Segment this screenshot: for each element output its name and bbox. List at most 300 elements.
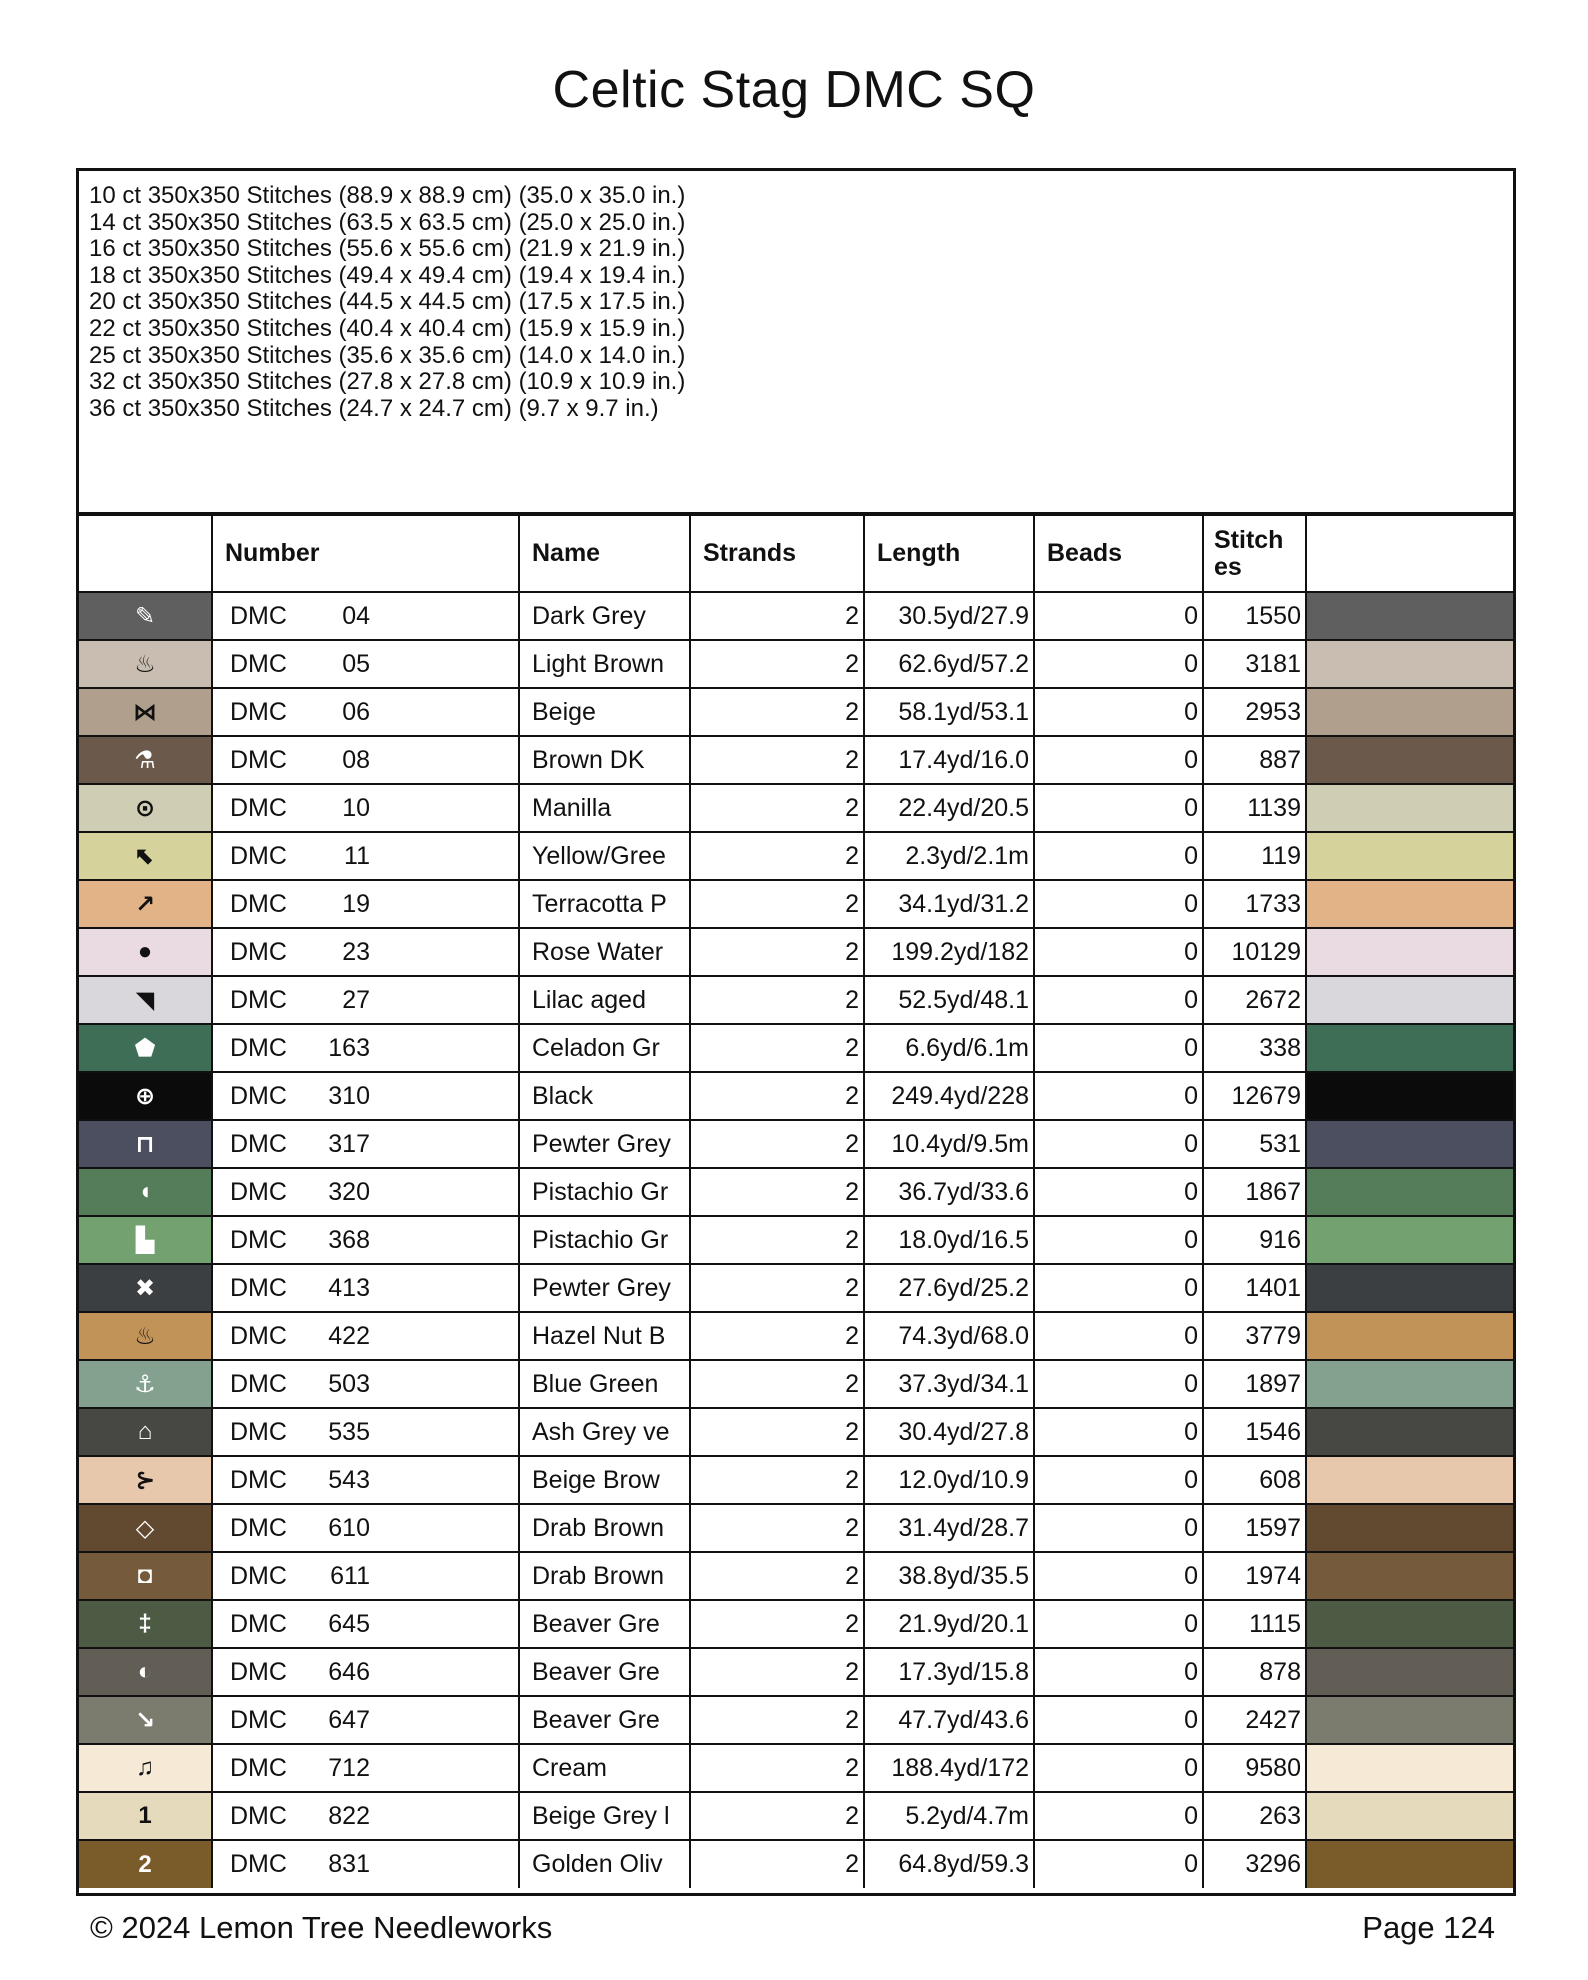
strands-cell: 2 <box>690 1072 864 1120</box>
beads-header: Beads <box>1034 516 1203 592</box>
thread-code: 05 <box>342 649 370 678</box>
length-cell: 2.3yd/2.1m <box>864 832 1034 880</box>
name-cell: Beaver Gre <box>519 1696 690 1744</box>
number-cell <box>212 1072 519 1120</box>
stitches-cell: 10129 <box>1203 928 1306 976</box>
thread-code: 04 <box>342 601 370 630</box>
thread-code: 646 <box>328 1657 370 1686</box>
symbol-cell <box>79 1360 212 1408</box>
number-cell <box>212 976 519 1024</box>
stitches-cell: 1867 <box>1203 1168 1306 1216</box>
strands-cell: 2 <box>690 1792 864 1840</box>
beads-cell: 0 <box>1034 1168 1203 1216</box>
symbol-cell <box>79 592 212 640</box>
thread-code: 610 <box>328 1513 370 1542</box>
thread-table <box>79 516 1513 1888</box>
length-cell: 27.6yd/25.2 <box>864 1264 1034 1312</box>
beads-cell: 0 <box>1034 976 1203 1024</box>
color-swatch <box>1306 736 1513 784</box>
table-row <box>79 1696 1513 1744</box>
length-header: Length <box>864 516 1034 592</box>
table-row <box>79 832 1513 880</box>
number-cell <box>212 1840 519 1888</box>
beads-cell: 0 <box>1034 928 1203 976</box>
beads-cell: 0 <box>1034 1744 1203 1792</box>
stitches-cell: 1115 <box>1203 1600 1306 1648</box>
strands-cell: 2 <box>690 1504 864 1552</box>
symbol-cell <box>79 1648 212 1696</box>
fabric-size-line: 14 ct 350x350 Stitches (63.5 x 63.5 cm) (25.0 x 25.0 in.) <box>89 208 686 236</box>
brand: DMC <box>230 985 287 1014</box>
number-cell <box>212 832 519 880</box>
length-cell: 34.1yd/31.2 <box>864 880 1034 928</box>
length-cell: 58.1yd/53.1 <box>864 688 1034 736</box>
beads-cell: 0 <box>1034 1552 1203 1600</box>
length-cell: 30.5yd/27.9 <box>864 592 1034 640</box>
name-cell: Light Brown <box>519 640 690 688</box>
brand: DMC <box>230 1129 287 1158</box>
symbol-cell <box>79 1216 212 1264</box>
fabric-size-line: 10 ct 350x350 Stitches (88.9 x 88.9 cm) (35.0 x 35.0 in.) <box>89 182 686 209</box>
strands-cell: 2 <box>690 736 864 784</box>
table-row <box>79 1504 1513 1552</box>
symbol-cell <box>79 1168 212 1216</box>
brand: DMC <box>230 1417 287 1446</box>
color-swatch <box>1306 1360 1513 1408</box>
color-key-box <box>76 168 1516 1896</box>
brand: DMC <box>230 1561 287 1590</box>
beads-cell: 0 <box>1034 1072 1203 1120</box>
strands-cell: 2 <box>690 1552 864 1600</box>
stitch-symbol-icon: ♫ <box>136 1754 154 1781</box>
strands-cell: 2 <box>690 1648 864 1696</box>
name-cell: Pewter Grey <box>519 1120 690 1168</box>
symbol-cell <box>79 1552 212 1600</box>
copyright: © 2024 Lemon Tree Needleworks <box>90 1910 553 1945</box>
strands-cell: 2 <box>690 592 864 640</box>
symbol-cell <box>79 1312 212 1360</box>
name-cell: Beaver Gre <box>519 1648 690 1696</box>
brand: DMC <box>230 1033 287 1062</box>
stitches-cell: 916 <box>1203 1216 1306 1264</box>
beads-cell: 0 <box>1034 592 1203 640</box>
table-row <box>79 640 1513 688</box>
number-cell <box>212 736 519 784</box>
swatch-header <box>1306 516 1513 592</box>
table-row <box>79 976 1513 1024</box>
number-cell <box>212 1168 519 1216</box>
brand: DMC <box>230 1657 287 1686</box>
name-cell: Hazel Nut B <box>519 1312 690 1360</box>
number-cell <box>212 784 519 832</box>
stitches-cell: 887 <box>1203 736 1306 784</box>
color-swatch <box>1306 592 1513 640</box>
thread-code: 712 <box>328 1753 370 1782</box>
brand: DMC <box>230 1225 287 1254</box>
fabric-size-line: 32 ct 350x350 Stitches (27.8 x 27.8 cm) (10.9 x 10.9 in.) <box>89 368 686 396</box>
stitch-symbol-icon: ♨ <box>134 650 156 678</box>
thread-code: 08 <box>342 745 370 774</box>
number-cell <box>212 1360 519 1408</box>
beads-cell: 0 <box>1034 880 1203 928</box>
symbol-cell <box>79 688 212 736</box>
color-swatch <box>1306 880 1513 928</box>
thread-code: 320 <box>328 1177 370 1206</box>
strands-cell: 2 <box>690 640 864 688</box>
number-cell <box>212 1120 519 1168</box>
color-swatch <box>1306 1072 1513 1120</box>
fabric-size-line: 36 ct 350x350 Stitches (24.7 x 24.7 cm) (9.7 x 9.7 in.) <box>89 394 659 422</box>
length-cell: 64.8yd/59.3 <box>864 1840 1034 1888</box>
stitch-symbol-icon: ⋈ <box>133 698 157 726</box>
beads-cell: 0 <box>1034 1504 1203 1552</box>
number-cell <box>212 640 519 688</box>
thread-code: 368 <box>328 1225 370 1254</box>
number-cell <box>212 1216 519 1264</box>
stitches-cell: 1546 <box>1203 1408 1306 1456</box>
number-cell <box>212 1024 519 1072</box>
thread-code: 645 <box>328 1609 370 1638</box>
color-swatch <box>1306 1552 1513 1600</box>
strands-cell: 2 <box>690 1312 864 1360</box>
strands-cell: 2 <box>690 1024 864 1072</box>
name-cell: Drab Brown <box>519 1504 690 1552</box>
beads-cell: 0 <box>1034 832 1203 880</box>
name-cell: Terracotta P <box>519 880 690 928</box>
color-swatch <box>1306 1792 1513 1840</box>
color-swatch <box>1306 784 1513 832</box>
symbol-cell <box>79 976 212 1024</box>
thread-code: 317 <box>328 1129 370 1158</box>
color-swatch <box>1306 1600 1513 1648</box>
table-row <box>79 928 1513 976</box>
thread-code: 06 <box>342 697 370 726</box>
table-row <box>79 592 1513 640</box>
stitches-cell: 12679 <box>1203 1072 1306 1120</box>
stitch-symbol-icon: ● <box>137 938 153 965</box>
length-cell: 5.2yd/4.7m <box>864 1792 1034 1840</box>
length-cell: 52.5yd/48.1 <box>864 976 1034 1024</box>
number-cell <box>212 880 519 928</box>
strands-cell: 2 <box>690 1696 864 1744</box>
table-header-row <box>79 516 1513 592</box>
color-swatch <box>1306 1840 1513 1888</box>
symbol-cell <box>79 1696 212 1744</box>
strands-cell: 2 <box>690 880 864 928</box>
color-swatch <box>1306 1264 1513 1312</box>
symbol-cell <box>79 1504 212 1552</box>
brand: DMC <box>230 1705 287 1734</box>
symbol-cell <box>79 880 212 928</box>
color-swatch <box>1306 688 1513 736</box>
thread-code: 10 <box>342 793 370 822</box>
name-cell: Black <box>519 1072 690 1120</box>
beads-cell: 0 <box>1034 736 1203 784</box>
name-cell: Blue Green <box>519 1360 690 1408</box>
table-row <box>79 1168 1513 1216</box>
table-row <box>79 1648 1513 1696</box>
thread-code: 413 <box>328 1273 370 1302</box>
stitch-symbol-icon: ↘ <box>134 1706 156 1734</box>
symbol-cell <box>79 1840 212 1888</box>
table-row <box>79 1216 1513 1264</box>
strands-cell: 2 <box>690 1408 864 1456</box>
color-swatch <box>1306 1168 1513 1216</box>
beads-cell: 0 <box>1034 1216 1203 1264</box>
length-cell: 18.0yd/16.5 <box>864 1216 1034 1264</box>
name-cell: Golden Oliv <box>519 1840 690 1888</box>
stitches-cell: 1974 <box>1203 1552 1306 1600</box>
stitch-symbol-icon: ↗ <box>134 890 156 918</box>
name-cell: Beige Grey l <box>519 1792 690 1840</box>
name-cell: Lilac aged <box>519 976 690 1024</box>
table-row <box>79 880 1513 928</box>
stitches-cell: 263 <box>1203 1792 1306 1840</box>
brand: DMC <box>230 1850 287 1878</box>
stitches-cell: 9580 <box>1203 1744 1306 1792</box>
brand: DMC <box>230 1273 287 1302</box>
number-cell <box>212 1600 519 1648</box>
fabric-size-line: 16 ct 350x350 Stitches (55.6 x 55.6 cm) (21.9 x 21.9 in.) <box>89 235 686 263</box>
thread-code: 535 <box>328 1417 370 1446</box>
length-cell: 22.4yd/20.5 <box>864 784 1034 832</box>
beads-cell: 0 <box>1034 1792 1203 1840</box>
beads-cell: 0 <box>1034 784 1203 832</box>
fabric-size-list <box>89 183 685 422</box>
brand: DMC <box>230 649 287 678</box>
color-swatch <box>1306 1648 1513 1696</box>
strands-cell: 2 <box>690 688 864 736</box>
thread-code: 11 <box>344 841 370 870</box>
length-cell: 30.4yd/27.8 <box>864 1408 1034 1456</box>
beads-cell: 0 <box>1034 640 1203 688</box>
page-number: Page 124 <box>1362 1910 1495 1945</box>
number-cell <box>212 1456 519 1504</box>
symbol-cell <box>79 1792 212 1840</box>
strands-cell: 2 <box>690 1120 864 1168</box>
name-cell: Beige <box>519 688 690 736</box>
thread-code: 647 <box>328 1705 370 1734</box>
length-cell: 199.2yd/182 <box>864 928 1034 976</box>
brand: DMC <box>230 937 287 966</box>
symbol-cell <box>79 640 212 688</box>
stitch-symbol-icon: ▙ <box>135 1226 155 1254</box>
table-row <box>79 1744 1513 1792</box>
stitch-symbol-icon: ⊱ <box>134 1466 156 1494</box>
stitches-cell: 338 <box>1203 1024 1306 1072</box>
name-cell: Cream <box>519 1744 690 1792</box>
number-cell <box>212 1648 519 1696</box>
stitch-symbol-icon: 1 <box>138 1802 152 1829</box>
length-cell: 21.9yd/20.1 <box>864 1600 1034 1648</box>
length-cell: 62.6yd/57.2 <box>864 640 1034 688</box>
table-row <box>79 688 1513 736</box>
brand: DMC <box>230 1465 287 1494</box>
color-swatch <box>1306 832 1513 880</box>
brand: DMC <box>230 889 287 918</box>
number-cell <box>212 928 519 976</box>
stitches-cell: 1597 <box>1203 1504 1306 1552</box>
number-cell <box>212 1312 519 1360</box>
length-cell: 6.6yd/6.1m <box>864 1024 1034 1072</box>
number-cell <box>212 1792 519 1840</box>
strands-cell: 2 <box>690 1600 864 1648</box>
thread-code: 27 <box>342 985 370 1014</box>
stitch-symbol-icon: ‡ <box>138 1610 152 1637</box>
stitch-symbol-icon: ♨ <box>134 1322 156 1350</box>
number-cell <box>212 1408 519 1456</box>
strands-cell: 2 <box>690 928 864 976</box>
symbol-cell <box>79 832 212 880</box>
table-row <box>79 784 1513 832</box>
color-swatch <box>1306 1456 1513 1504</box>
table-row <box>79 1840 1513 1888</box>
table-row <box>79 1024 1513 1072</box>
stitches-cell: 2672 <box>1203 976 1306 1024</box>
stitches-cell: 531 <box>1203 1120 1306 1168</box>
stitch-symbol-icon: ✖ <box>134 1274 156 1302</box>
name-header: Name <box>519 516 690 592</box>
color-swatch <box>1306 1408 1513 1456</box>
thread-code: 163 <box>328 1033 370 1062</box>
thread-code: 23 <box>342 937 370 966</box>
thread-code: 831 <box>328 1850 370 1878</box>
number-header: Number <box>212 516 519 592</box>
symbol-header <box>79 516 212 592</box>
length-cell: 17.4yd/16.0 <box>864 736 1034 784</box>
name-cell: Rose Water <box>519 928 690 976</box>
symbol-cell <box>79 1744 212 1792</box>
number-cell <box>212 1696 519 1744</box>
stitches-header: Stitch es <box>1203 516 1306 592</box>
beads-cell: 0 <box>1034 688 1203 736</box>
length-cell: 74.3yd/68.0 <box>864 1312 1034 1360</box>
symbol-cell <box>79 1120 212 1168</box>
strands-cell: 2 <box>690 1264 864 1312</box>
strands-cell: 2 <box>690 1216 864 1264</box>
thread-code: 543 <box>328 1465 370 1494</box>
brand: DMC <box>230 1609 287 1638</box>
length-cell: 47.7yd/43.6 <box>864 1696 1034 1744</box>
stitch-symbol-icon: ⊙ <box>134 794 156 822</box>
number-cell <box>212 1504 519 1552</box>
table-row <box>79 1408 1513 1456</box>
fabric-size-line: 22 ct 350x350 Stitches (40.4 x 40.4 cm) (15.9 x 15.9 in.) <box>89 314 686 342</box>
length-cell: 31.4yd/28.7 <box>864 1504 1034 1552</box>
color-swatch <box>1306 1744 1513 1792</box>
brand: DMC <box>230 841 287 870</box>
name-cell: Brown DK <box>519 736 690 784</box>
thread-code: 19 <box>342 889 370 918</box>
color-swatch <box>1306 1024 1513 1072</box>
symbol-cell <box>79 1408 212 1456</box>
color-swatch <box>1306 1504 1513 1552</box>
name-cell: Celadon Gr <box>519 1024 690 1072</box>
strands-cell: 2 <box>690 1456 864 1504</box>
name-cell: Manilla <box>519 784 690 832</box>
number-cell <box>212 1744 519 1792</box>
stitches-cell: 3181 <box>1203 640 1306 688</box>
table-row <box>79 1552 1513 1600</box>
symbol-cell <box>79 784 212 832</box>
table-row <box>79 1456 1513 1504</box>
table-row <box>79 1600 1513 1648</box>
symbol-cell <box>79 1024 212 1072</box>
strands-cell: 2 <box>690 784 864 832</box>
name-cell: Yellow/Gree <box>519 832 690 880</box>
brand: DMC <box>230 1801 287 1830</box>
symbol-cell <box>79 1456 212 1504</box>
brand: DMC <box>230 1081 287 1110</box>
stitches-cell: 1401 <box>1203 1264 1306 1312</box>
length-cell: 37.3yd/34.1 <box>864 1360 1034 1408</box>
table-row <box>79 1264 1513 1312</box>
beads-cell: 0 <box>1034 1696 1203 1744</box>
table-row <box>79 1360 1513 1408</box>
length-cell: 36.7yd/33.6 <box>864 1168 1034 1216</box>
strands-cell: 2 <box>690 976 864 1024</box>
strands-cell: 2 <box>690 1744 864 1792</box>
stitch-symbol-icon: ◥ <box>135 986 155 1014</box>
color-swatch <box>1306 1216 1513 1264</box>
symbol-cell <box>79 928 212 976</box>
number-cell <box>212 1552 519 1600</box>
name-cell: Beaver Gre <box>519 1600 690 1648</box>
brand: DMC <box>230 793 287 822</box>
color-swatch <box>1306 976 1513 1024</box>
fabric-size-line: 25 ct 350x350 Stitches (35.6 x 35.6 cm) (14.0 x 14.0 in.) <box>89 341 686 369</box>
stitch-symbol-icon: ◘ <box>137 1562 153 1589</box>
stitches-cell: 119 <box>1203 832 1306 880</box>
stitch-symbol-icon: ⬟ <box>134 1034 156 1062</box>
beads-cell: 0 <box>1034 1456 1203 1504</box>
beads-cell: 0 <box>1034 1024 1203 1072</box>
color-swatch <box>1306 1120 1513 1168</box>
stitches-cell: 608 <box>1203 1456 1306 1504</box>
beads-cell: 0 <box>1034 1840 1203 1888</box>
beads-cell: 0 <box>1034 1360 1203 1408</box>
length-cell: 17.3yd/15.8 <box>864 1648 1034 1696</box>
stitch-symbol-icon: ⌂ <box>137 1418 153 1445</box>
strands-cell: 2 <box>690 1168 864 1216</box>
beads-cell: 0 <box>1034 1312 1203 1360</box>
length-cell: 12.0yd/10.9 <box>864 1456 1034 1504</box>
thread-code: 611 <box>330 1561 370 1590</box>
stitches-cell: 2953 <box>1203 688 1306 736</box>
color-swatch <box>1306 1312 1513 1360</box>
thread-code: 422 <box>328 1321 370 1350</box>
beads-cell: 0 <box>1034 1408 1203 1456</box>
brand: DMC <box>230 745 287 774</box>
brand: DMC <box>230 1369 287 1398</box>
brand: DMC <box>230 1513 287 1542</box>
fabric-size-line: 20 ct 350x350 Stitches (44.5 x 44.5 cm) (17.5 x 17.5 in.) <box>89 288 686 316</box>
table-row <box>79 1792 1513 1840</box>
stitch-symbol-icon: ◖ <box>137 1178 153 1205</box>
stitch-symbol-icon: ⚗ <box>134 746 156 774</box>
name-cell: Pistachio Gr <box>519 1216 690 1264</box>
brand: DMC <box>230 1177 287 1206</box>
stitch-symbol-icon: ⊕ <box>134 1082 156 1110</box>
stitch-symbol-icon: ◇ <box>135 1514 155 1542</box>
stitch-symbol-icon: 2 <box>138 1850 152 1878</box>
stitches-cell: 3779 <box>1203 1312 1306 1360</box>
strands-cell: 2 <box>690 1360 864 1408</box>
fabric-size-line: 18 ct 350x350 Stitches (49.4 x 49.4 cm) (19.4 x 19.4 in.) <box>89 261 686 289</box>
stitches-cell: 3296 <box>1203 1840 1306 1888</box>
table-row <box>79 736 1513 784</box>
strands-cell: 2 <box>690 1840 864 1888</box>
